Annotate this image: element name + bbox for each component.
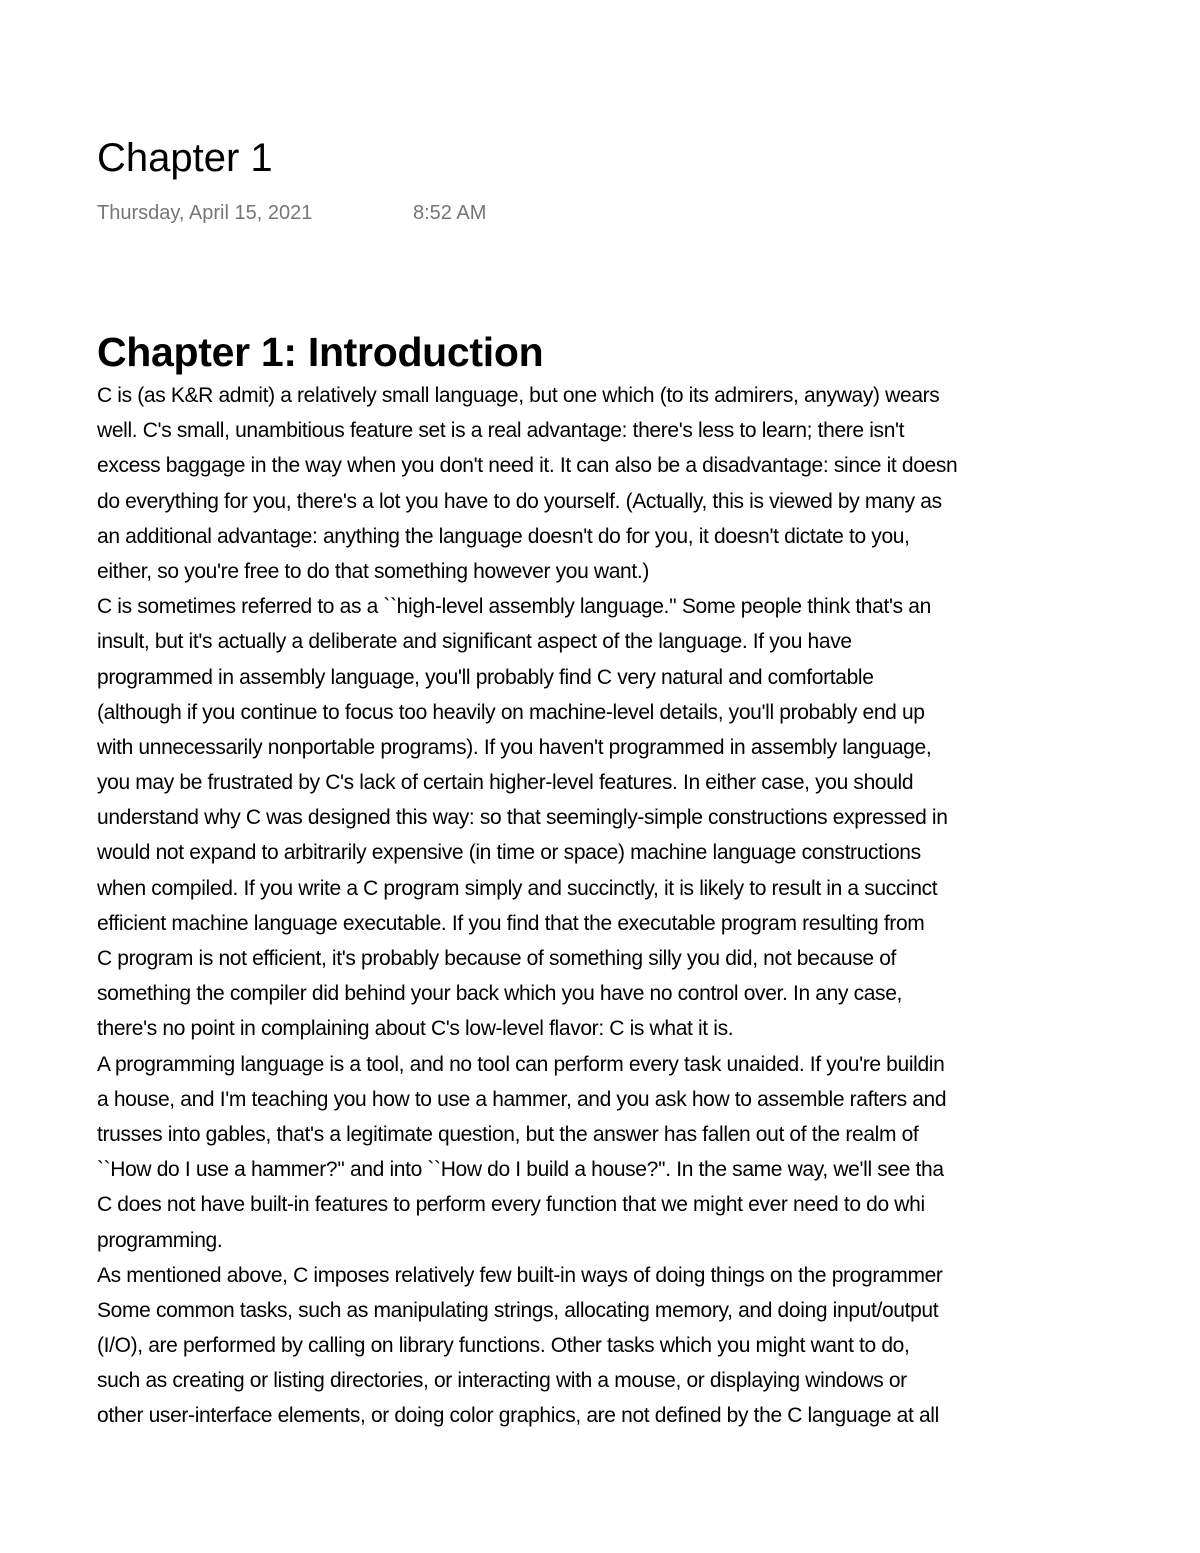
text-line: when compiled. If you write a C program simply and succinctly, it is likely to result in a succinct xyxy=(97,876,938,900)
text-line: A programming language is a tool, and no tool can perform every task unaided. If you're buildin xyxy=(97,1052,945,1076)
section-heading: Chapter 1: Introduction xyxy=(97,329,544,375)
text-line: with unnecessarily nonportable programs). If you haven't programmed in assembly language, xyxy=(97,735,932,759)
text-line: understand why C was designed this way: so that seemingly-simple constructions expressed in xyxy=(97,806,948,830)
text-line: excess baggage in the way when you don't need it. It can also be a disadvantage: since it doesn xyxy=(97,454,958,478)
text-line: programming. xyxy=(97,1228,223,1252)
note-timestamp xyxy=(97,200,486,226)
text-line: insult, but it's actually a deliberate and significant aspect of the language. If you have xyxy=(97,630,852,654)
text-line: do everything for you, there's a lot you have to do yourself. (Actually, this is viewed by many as xyxy=(97,489,942,513)
text-line: C is sometimes referred to as a ``high-level assembly language.'' Some people think that's an xyxy=(97,595,931,619)
text-line: C is (as K&R admit) a relatively small language, but one which (to its admirers, anyway) wears xyxy=(97,384,940,407)
text-line: As mentioned above, C imposes relatively few built-in ways of doing things on the programmer xyxy=(97,1263,943,1287)
note-body[interactable] xyxy=(97,326,1200,1434)
text-line: either, so you're free to do that something however you want.) xyxy=(97,559,649,583)
text-line: C program is not efficient, it's probably because of something silly you did, not because of xyxy=(97,947,897,970)
text-line: an additional advantage: anything the language doesn't do for you, it doesn't dictate to you, xyxy=(97,524,910,548)
text-line: well. C's small, unambitious feature set is a real advantage: there's less to learn; there isn't xyxy=(97,419,905,443)
text-line: trusses into gables, that's a legitimate question, but the answer has fallen out of the realm of xyxy=(97,1122,919,1146)
note-date: Thursday, April 15, 2021 xyxy=(97,202,313,224)
text-line: C does not have built-in features to perform every function that we might ever need to do whi xyxy=(97,1193,925,1217)
note-title[interactable]: Chapter 1 xyxy=(97,136,273,180)
text-line: programmed in assembly language, you'll probably find C very natural and comfortable xyxy=(97,665,874,689)
note-time: 8:52 AM xyxy=(413,202,487,224)
text-line: there's no point in complaining about C's low-level flavor: C is what it is. xyxy=(97,1017,734,1041)
text-line: efficient machine language executable. If you find that the executable program resulting from xyxy=(97,911,925,935)
text-line: other user-interface elements, or doing color graphics, are not defined by the C language at all xyxy=(97,1404,939,1428)
text-line: ``How do I use a hammer?'' and into ``How do I build a house?''. In the same way, we'll see tha xyxy=(97,1158,944,1182)
text-line: a house, and I'm teaching you how to use a hammer, and you ask how to assemble rafters and xyxy=(97,1087,947,1111)
text-line: such as creating or listing directories, or interacting with a mouse, or displaying windows or xyxy=(97,1369,907,1393)
text-line: (I/O), are performed by calling on library functions. Other tasks which you might want to do, xyxy=(97,1334,910,1358)
text-line: you may be frustrated by C's lack of certain higher-level features. In either case, you should xyxy=(97,771,914,795)
text-line: something the compiler did behind your back which you have no control over. In any case, xyxy=(97,982,903,1006)
text-line: (although if you continue to focus too heavily on machine-level details, you'll probably end up xyxy=(97,700,925,724)
text-line: would not expand to arbitrarily expensive (in time or space) machine language constructions xyxy=(97,841,921,865)
text-line: Some common tasks, such as manipulating strings, allocating memory, and doing input/output xyxy=(97,1298,939,1322)
